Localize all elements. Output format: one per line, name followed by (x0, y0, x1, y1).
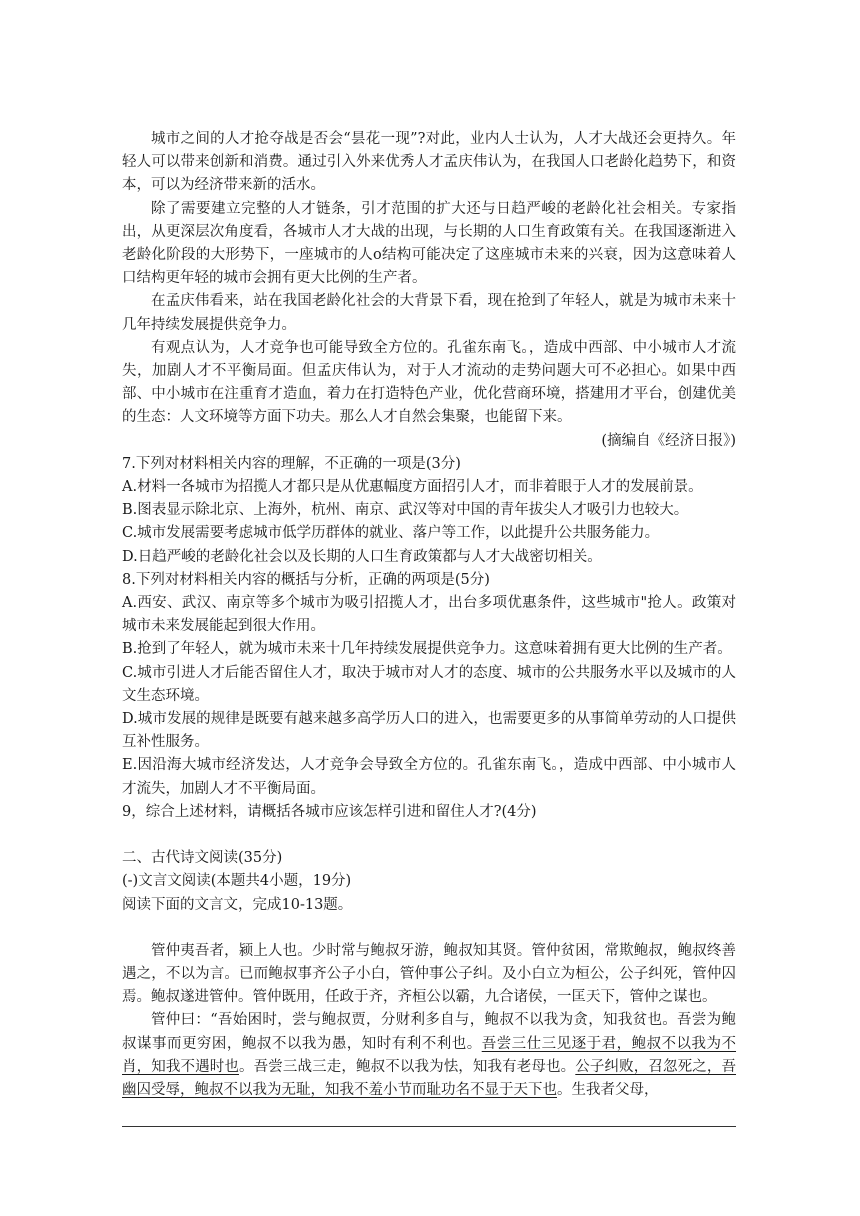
question-8-option-d: D.城市发展的规律是既要有越来越多高学历人口的进入，也需要更多的从事简单劳动的人口提供互补性服务。 (122, 711, 736, 751)
classical-text-b: 。吾尝三战三走，鲍叔不以我为怯，知我有老母也。 (238, 1058, 576, 1075)
passage-paragraph-3: 在孟庆伟看来，站在我国老龄化社会的大背景下看，现在抢到了年轻人，就是为城市未来十几年持续发展提供竞争力。 (122, 293, 736, 333)
section-gap (122, 824, 736, 847)
underlined-sentence-2: 公子纠败，召忽死之，吾幽囚受辱，鲍叔不以我为无耻，知我不羞小节而耻功名不显于天下也 (122, 1058, 737, 1098)
source-citation: (摘编自《经济日报》) (601, 432, 736, 449)
classical-paragraph-1: 管仲夷吾者，颍上人也。少时常与鲍叔牙游，鲍叔知其贤。管仲贫困，常欺鲍叔，鲍叔终善遇之，不以为言。已而鲍叔事齐公子小白，管仲事公子纠。及小白立为桓公，公子纠死，管仲囚焉。鲍叔遂进管仲。管仲既用，任政于齐，齐桓公以霸，九合诸侯，一匡天下，管仲之谋也。 (122, 942, 736, 1006)
question-7-option-d: D.日趋严峻的老龄化社会以及长期的人口生育政策都与人才大战密切相关。 (122, 548, 602, 565)
question-8-option-e: E.因沿海大城市经济发达，人才竞争会导致全方位的。孔雀东南飞。，造成中西部、中小城市人才流失，加剧人才不平衡局面。 (122, 757, 736, 797)
question-9: 9，综合上述材料，请概括各城市应该怎样引进和留住人才?(4分) (122, 803, 537, 820)
passage-paragraph-2: 除了需要建立完整的人才链条，引才范围的扩大还与日趋严峻的老龄化社会相关。专家指出，从更深层次角度看，各城市人才大战的出现，与长期的人口生育政策有关。在我国逐渐进入老龄化阶段的大形势下，一座城市的人ο结构可能决定了这座城市未来的兴衰，因为这意味着人口结构更年轻的城市会拥有更大比例的生产者。 (122, 200, 736, 287)
footer-rule (122, 1126, 736, 1127)
question-8-option-a: A.西安、武汉、南京等多个城市为吸引招揽人才，出台多项优惠条件，这些城市"抢人。政策对城市未来发展能起到很大作用。 (122, 595, 736, 635)
question-8-option-c: C.城市引进人才后能否留住人才，取决于城市对人才的态度、城市的公共服务水平以及城市的人文生态环境。 (122, 664, 736, 704)
document-page (122, 128, 736, 1102)
question-8-option-b: B.抢到了年轻人，就为城市未来十几年持续发展提供竞争力。这意味着拥有更大比例的生产者。 (122, 641, 732, 658)
classical-paragraph-2 (122, 1009, 736, 1102)
section-2-title: 二、古代诗文阅读(35分) (122, 850, 283, 867)
section-2-instruction: 阅读下面的文言文，完成10-13题。 (122, 896, 353, 913)
section-gap-2 (122, 917, 736, 940)
underlined-sentence-1: 吾尝三仕三见逐于君，鲍叔不以我为不肖，知我不遇时也 (122, 1035, 737, 1075)
passage-paragraph-1: 城市之间的人才抢夺战是否会“昙花一现”?对此，业内人士认为，人才大战还会更持久。年轻人可以带来创新和消费。通过引入外来优秀人才孟庆伟认为，在我国人口老龄化趋势下，和资本，可以为经济带来新的活水。 (122, 131, 736, 194)
question-7-option-b: B.图表显示除北京、上海外，杭州、南京、武汉等对中国的青年拔尖人才吸引力也较大。 (122, 502, 689, 519)
classical-text-c: 。生我者父母， (557, 1081, 659, 1098)
classical-text-a: 管仲曰：“吾始困时，尝与鲍叔贾，分财利多自与，鲍叔不以我为贪，知我贫也。吾尝为鲍叔谋事而更穷困，鲍叔不以我为愚，知时有利不利也。 (122, 1012, 736, 1052)
question-7-option-a: A.材料一各城市为招揽人才都只是从优惠幅度方面招引人才，而非着眼于人才的发展前景。 (122, 479, 703, 496)
question-8-stem: 8.下列对材料相关内容的概括与分析，正确的两项是(5分) (122, 571, 490, 588)
section-2-subtitle: (-)文言文阅读(本题共4小题，19分) (122, 873, 352, 890)
question-7-stem: 7.下列对材料相关内容的理解，不正确的一项是(3分) (122, 455, 461, 472)
question-7-option-c: C.城市发展需要考虑城市低学历群体的就业、落户等工作，以此提升公共服务能力。 (122, 525, 660, 542)
passage-paragraph-4: 有观点认为，人才竞争也可能导致全方位的。孔雀东南飞。，造成中西部、中小城市人才流失，加剧人才不平衡局面。但孟庆伟认为，对于人才流动的走势问题大可不必担心。如果中西部、中小城市在注重育才造血，着力在打造特色产业，优化营商环境，搭建用才平台，创建优美的生态：人文环境等方面下功夫。那么人才自然会集聚，也能留下来。 (122, 339, 736, 426)
